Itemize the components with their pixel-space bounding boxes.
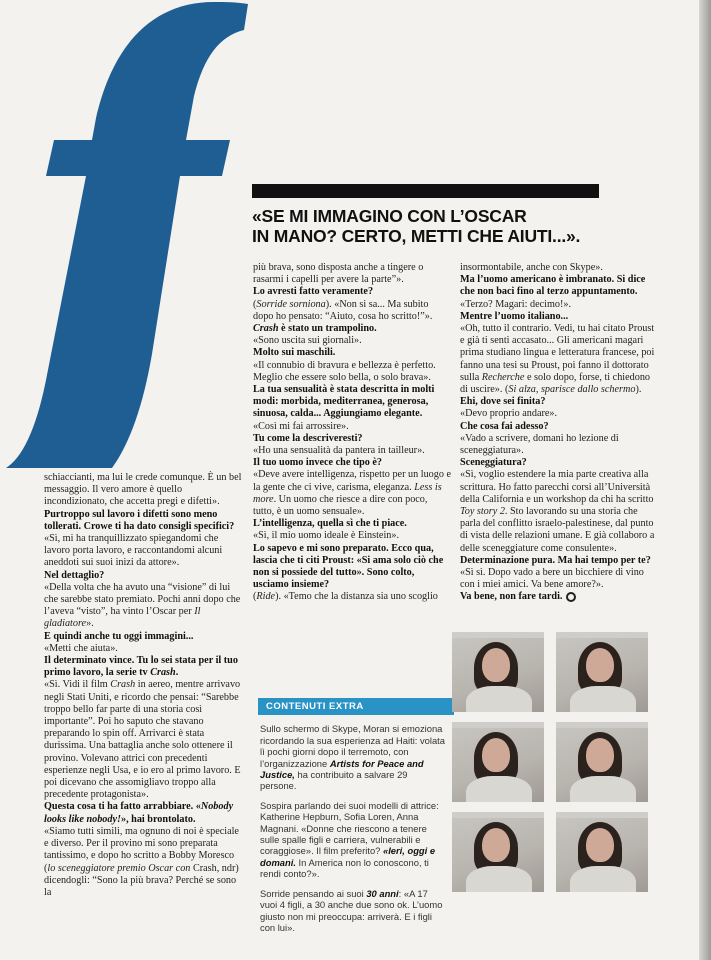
text-run: «Metti che aiuta». [44, 642, 118, 654]
interview-question [253, 384, 451, 421]
extra-text: In America non lo conoscono, ti rendi conto?». [260, 856, 429, 880]
interview-question [253, 433, 451, 445]
interview-question [44, 631, 242, 643]
decorative-drop-letter [0, 0, 250, 470]
interview-answer [44, 826, 242, 899]
column-2 [253, 262, 451, 604]
text-run: Lo avresti fatto veramente? [253, 286, 374, 298]
text-run: ». [86, 618, 94, 630]
interview-answer [44, 582, 242, 631]
italic-text: lo sceneggiatore premio Oscar con [47, 862, 191, 874]
interview-question [44, 509, 242, 533]
interview-answer [44, 472, 242, 509]
column-3 [460, 262, 660, 604]
extra-text-emph: «Ieri, oggi e domani. [260, 845, 436, 868]
interview-question [460, 421, 660, 433]
text-run: Che cosa fai adesso? [460, 420, 549, 432]
column-1 [44, 472, 242, 899]
text-run: «Il connubio di bravura e bellezza è perfetto. Meglio che essere solo bella, o solo brava». [253, 359, 436, 383]
text-run: Sceneggiatura? [460, 457, 527, 469]
interview-question [44, 655, 242, 679]
text-run: «Sì sì. Dopo vado a bere un bicchiere di vino con i miei amici. Va bene amore?». [460, 567, 644, 591]
page-edge [699, 0, 711, 960]
photo [452, 812, 544, 892]
text-run: «Siamo tutti simili, ma ognuno di noi è speciale e diverso. Per il provino mi sono preparata tantissimo, e dopo ho scritto a Bobby Moresco ( [44, 825, 239, 874]
extra-text-emph: Artists for Peace and Justice, [260, 757, 424, 781]
italic-text: Si alza, sparisce dallo schermo [508, 384, 636, 396]
text-run: Ma l’uomo americano è imbranato. Si dice che non baci fino al terzo appuntamento. [460, 274, 646, 298]
interview-question [253, 286, 451, 298]
italic-text: Ride [256, 591, 276, 603]
text-run: ). «Non si sa... Ma subito dopo ho pensato: “Aiuto, cosa ho scritto!”». [253, 298, 433, 322]
text-run: «Ho una sensualità da pantera in tailleur». [253, 445, 425, 457]
extra-paragraph [260, 800, 445, 880]
interview-answer [460, 433, 660, 457]
interview-answer [460, 299, 660, 311]
interview-answer [460, 408, 660, 420]
text-run: e solo dopo, forse, ti chiedono di uscire». ( [460, 371, 651, 396]
end-mark-icon [566, 592, 576, 602]
text-run: Mentre l’uomo italiano... [460, 310, 569, 322]
text-run: «Sì, voglio estendere la mia parte creativa alla scrittura. Ho fatto parecchi corsi all’Università della California e un workshop da chi ha scritto [460, 469, 654, 505]
italic-text: Il gladiatore [44, 606, 201, 630]
extra-content-header: CONTENUTI EXTRA [258, 698, 454, 715]
text-run: Questa cosa ti ha fatto arrabbiare. « [44, 801, 201, 813]
italic-text: Sorride sorniona [256, 298, 326, 310]
text-run: schiaccianti, ma lui le crede comunque. È un bel messaggio. Il vero amore è quello incondizionato, che accetta pregi e difetti». [44, 472, 242, 508]
interview-answer [44, 679, 242, 801]
interview-question [44, 570, 242, 582]
interview-answer [253, 445, 451, 457]
text-run: in aereo, mentre arrivavo negli Stati Uniti, e ricordo che pensai: “Sarebbe troppo bello far parte di una storia così importante”. Poi ho saputo che stavano preparando lo spin off. Arrivarci è stata durissima. Una battaglia anche solo ottenere il provino. Volevano attrici con precedenti esperienze negli Usa, e io ero al primo lavoro. E poi dicevano che assomigliavo troppo alla precedente protagonista». [44, 679, 241, 801]
interview-question [460, 457, 660, 469]
interview-answer [253, 360, 451, 384]
extra-content-box [260, 698, 445, 933]
text-run: «Sì. Vidi il film [44, 679, 111, 691]
photo [452, 722, 544, 802]
text-run: E quindi anche tu oggi immagini... [44, 630, 194, 642]
text-run: «Deve avere intelligenza, rispetto per un luogo e la gente che ci vive, carisma, eleganza. [253, 469, 452, 493]
headline-line-1: «SE MI IMMAGINO CON L’OSCAR [252, 206, 527, 226]
photo [556, 722, 648, 802]
text-run: La tua sensualità è stata descritta in molti modi: morbida, mediterranea, generosa, sinuosa, calda... Aggiungiamo elegante. [253, 384, 435, 420]
photo [556, 812, 648, 892]
italic-text: Nobody looks like nobody! [44, 801, 234, 825]
title-bar [252, 184, 599, 198]
extra-text: ha contribuito a salvare 29 persone. [260, 769, 408, 792]
interview-question [253, 323, 451, 335]
text-run: «Sì, mi ha tranquillizzato spiegandomi che lavoro porta lavoro, e raccontandomi alcuni aneddoti sui suoi inizi da attore». [44, 533, 223, 569]
text-run: «Sì, il mio uomo ideale è Einstein». [253, 530, 400, 542]
interview-answer [253, 335, 451, 347]
text-run: Crash, ndr) dicendogli: “Sono la più brava? Perché se sono la [44, 862, 239, 898]
text-run: ( [253, 591, 257, 603]
text-run: «Della volta che ha avuto una “visione” di lui che sarebbe stato premiato. Pochi anni dopo che l’aveva “visto”, ha vinto l’Oscar per [44, 581, 241, 618]
text-run: «Così mi fai arrossire». [253, 420, 349, 432]
interview-question [44, 801, 242, 825]
interview-answer [44, 533, 242, 570]
photo [452, 632, 544, 712]
text-run: Il determinato vince. Tu lo sei stata per il tuo primo lavoro, la serie tv [44, 655, 238, 679]
text-run: Molto sui maschili. [253, 347, 336, 359]
interview-answer [460, 469, 660, 554]
extra-paragraph [260, 888, 445, 934]
text-run: «Devo proprio andare». [460, 408, 558, 420]
text-run: Il tuo uomo invece che tipo è? [253, 457, 383, 469]
text-run: ). «Temo che la distanza sia uno scoglio [275, 591, 438, 603]
interview-answer [460, 262, 660, 274]
text-run: Determinazione pura. Ma hai tempo per te? [460, 554, 651, 566]
headline [252, 206, 612, 246]
extra-text: Sospira parlando dei suoi modelli di attrice: Katherine Hepburn, Sofia Loren, Anna Magnani. «Donne che riescono a tenere sulle spalle figli e carriera, vulnerabili e coraggiose». Il film preferito? [260, 799, 439, 857]
text-run: », hai brontolato. [120, 813, 196, 825]
interview-question [253, 457, 451, 469]
interview-question [460, 311, 660, 323]
text-run: insormontabile, anche con Skype». [460, 262, 603, 273]
interview-question [460, 591, 660, 603]
text-run: Ehi, dove sei finita? [460, 396, 546, 408]
text-run: ( [253, 298, 257, 310]
extra-paragraph [260, 723, 445, 791]
headline-line-2: IN MANO? CERTO, METTI CHE AIUTI...». [252, 226, 581, 246]
interview-answer [253, 530, 451, 542]
text-run: più brava, sono disposta anche a tingere o rasarmi i capelli per avere la parte”». [253, 262, 424, 286]
italic-text: Crash [150, 667, 176, 679]
interview-question [460, 555, 660, 567]
interview-question [460, 396, 660, 408]
interview-answer [460, 567, 660, 591]
text-run: è stato un trampolino. [278, 323, 377, 335]
text-run: . Sto lavorando su una storia che parla del conflitto israelo-palestinese, dal punto di vista delle relazioni umane. E già collaboro a delle sceneggiature come consulente». [460, 506, 655, 554]
interview-answer [253, 421, 451, 433]
extra-text-emph: 30 anni [366, 887, 399, 899]
text-run: «Oh, tutto il contrario. Vedi, tu hai citato Proust e già ti senti accasato... Gli americani magari prima studiano lingua e letteratura francese, poi fanno una tesi su Proust, poi fanno il dottorato sulla [460, 323, 655, 383]
interview-question [460, 274, 660, 298]
italic-text: Crash [110, 679, 136, 691]
extra-text: : «A 17 vuoi 4 figli, a 30 anche due sono ok. L’uomo giusto non mi preoccupa: arriverà. E i figli con lui». [260, 887, 443, 933]
text-run: . [175, 667, 179, 679]
interview-answer [253, 262, 451, 286]
italic-text: Crash [253, 323, 279, 335]
text-run: . Un uomo che riesce a dire con poco, tutto, è un uomo sensuale». [253, 493, 428, 518]
text-run: L’intelligenza, quella sì che ti piace. [253, 518, 407, 530]
text-run: Va bene, non fare tardi. [460, 591, 563, 603]
text-run: Nel dettaglio? [44, 569, 105, 581]
interview-answer [253, 591, 451, 603]
text-run: Lo sapevo e mi sono preparato. Ecco qua, lascia che ti citi Proust: «Si ama solo ciò che non si possiede del tutto». Sono colto, usciamo insieme? [253, 542, 444, 591]
italic-text: Toy story 2 [460, 506, 505, 518]
interview-question [253, 347, 451, 359]
italic-text: Less is more [253, 481, 442, 505]
text-run: «Terzo? Magari: decimo!». [460, 298, 572, 310]
skype-photo-grid [452, 632, 648, 894]
extra-text: Sullo schermo di Skype, Moran si emoziona ricordando la sua esperienza ad Haiti: volata lì pochi giorni dopo il terremoto, con l’organizzazione [260, 723, 446, 769]
interview-answer [44, 643, 242, 655]
drop-letter-shape [6, 2, 248, 468]
extra-text: Sorride pensando ai suoi [260, 887, 367, 899]
photo [556, 632, 648, 712]
text-run: «Sono uscita sui giornali». [253, 335, 362, 347]
interview-answer [253, 299, 451, 323]
text-run: ). [635, 384, 642, 396]
text-run: Purtroppo sul lavoro i difetti sono meno tollerati. Crowe ti ha dato consigli specifici? [44, 508, 235, 532]
interview-question [253, 543, 451, 592]
text-run: Tu come la descriveresti? [253, 432, 363, 444]
text-run: «Vado a scrivere, domani ho lezione di sceneggiatura». [460, 432, 619, 457]
italic-text: Recherche [481, 371, 525, 383]
interview-answer [253, 469, 451, 518]
interview-answer [460, 323, 660, 396]
interview-question [253, 518, 451, 530]
